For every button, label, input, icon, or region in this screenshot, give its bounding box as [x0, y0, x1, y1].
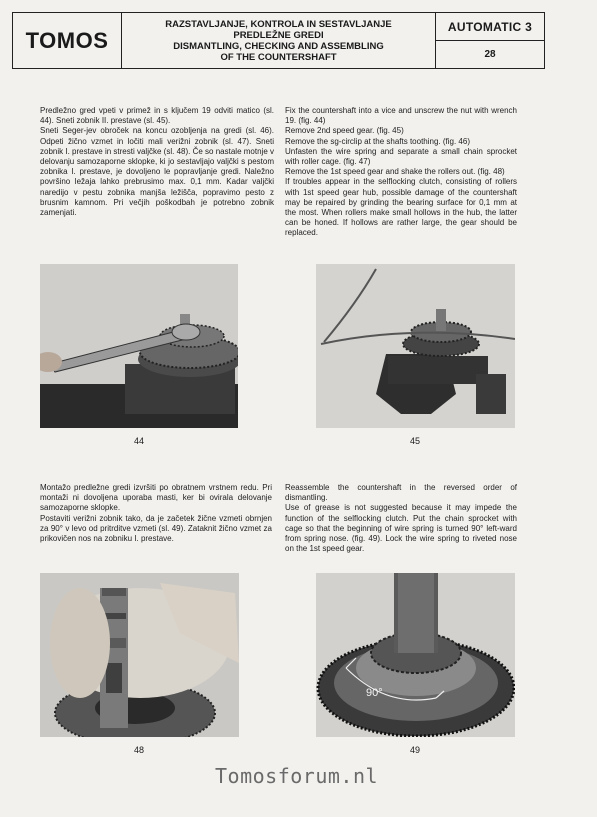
figure-45-photo	[316, 264, 515, 428]
figure-44-caption: 44	[133, 436, 144, 446]
paragraph: Postaviti verižni zobnik tako, da je začetek žične vzmeti obrnjen za 90° v levo od pritrditve vzmeti (sl. 49). Zataknit žično vzmet za prikovičen nos na zobniku I. prestave.	[40, 513, 272, 544]
paragraph: Use of grease is not suggested because it may impede the function of the selflocking clutch. Put the chain sprocket with cage so that the beginning of wire spring is turned 90° left-ward from spring nose. (fig. 49). Lock the wire spring to riveted nose on the 1st speed gear.	[285, 503, 517, 554]
paragraph: Unfasten the wire spring and separate a small chain sprocket with roller cage. (fig. 47)	[285, 146, 517, 167]
page-number: 28	[484, 49, 496, 60]
figure-49-caption: 49	[409, 745, 420, 755]
angle-label: 90°	[366, 687, 383, 699]
section1-slovenian-text	[40, 106, 274, 218]
paragraph: Fix the countershaft into a vice and unscrew the nut with wrench 19. (fig. 44)	[285, 106, 517, 126]
section2-slovenian-text	[40, 483, 272, 544]
section1-english-text	[285, 106, 517, 239]
title-en-line-2: OF THE COUNTERSHAFT	[220, 51, 337, 63]
header-right	[436, 13, 544, 68]
watermark-text: Tomosforum.nl	[215, 764, 379, 788]
paragraph: Reassemble the countershaft in the reversed order of dismantling.	[285, 483, 517, 503]
paragraph: Predležno gred vpeti v primež in s ključem 19 odviti matico (sl. 44). Sneti zobnik II. prestave (sl. 45).	[40, 106, 274, 126]
paragraph: Sneti Seger-jev obroček na koncu ozobljenja na gredi (sl. 46). Odpeti žično vzmet in ločiti mali verižni zobnik (sl. 47). Sneti zobnik I. prestave in stresti valjčke (sl. 48). Če so nastale motnje v delovanju samozaporne sklopke, ki jo sestavljajo valjčki s pestom zobnika I. prestave, je dovoljeno le popravljanje gredi. Naležno površino ležaja lahko prebrusimo max. 0,1 mm. Kadar valjčki naredijo v pestu zobnika manjša ležišča, popravimo pesto z brusnim kamnom. Pri večjih poškodbah je potrebno zobnik zamenjati.	[40, 126, 274, 218]
figure-49-photo	[316, 573, 515, 737]
paragraph: Montažo predležne gredi izvršiti po obratnem vrstnem redu. Pri montaži ni dovoljena uporaba masti, ker bi ovirala delovanje samozaporne sklopke.	[40, 483, 272, 513]
figure-45-caption: 45	[409, 436, 420, 446]
title-en-line-1: DISMANTLING, CHECKING AND ASSEMBLING	[173, 40, 384, 52]
figure-48-caption: 48	[133, 745, 144, 755]
section2-english-text	[285, 483, 517, 554]
paragraph: Remove the 1st speed gear and shake the rollers out. (fig. 48)	[285, 167, 505, 177]
header-title	[122, 13, 436, 68]
title-sl-line-2: PREDLEŽNE GREDI	[233, 29, 324, 41]
page-header	[12, 12, 545, 69]
tomos-logo: TOMOS	[13, 13, 122, 68]
paragraph: Remove the sg-circlip at the shafts toothing. (fig. 46)	[285, 136, 470, 146]
paragraph: If troubles appear in the selflocking clutch, consisting of rollers with 1st speed gear hub, possible damage of the countershaft may be repaired by grinding the bearing surface for 0,1 mm at the most. When rollers make small hollows in the hub, the latter can be honed. If hollows are rather large, the gear should be replaced.	[285, 177, 517, 238]
paragraph: Remove 2nd speed gear. (fig. 45)	[285, 126, 404, 136]
model-name: AUTOMATIC 3	[436, 13, 544, 41]
figure-48-photo	[40, 573, 239, 737]
figure-44-photo	[40, 264, 238, 428]
title-sl-line-1: RAZSTAVLJANJE, KONTROLA IN SESTAVLJANJE	[165, 18, 392, 30]
